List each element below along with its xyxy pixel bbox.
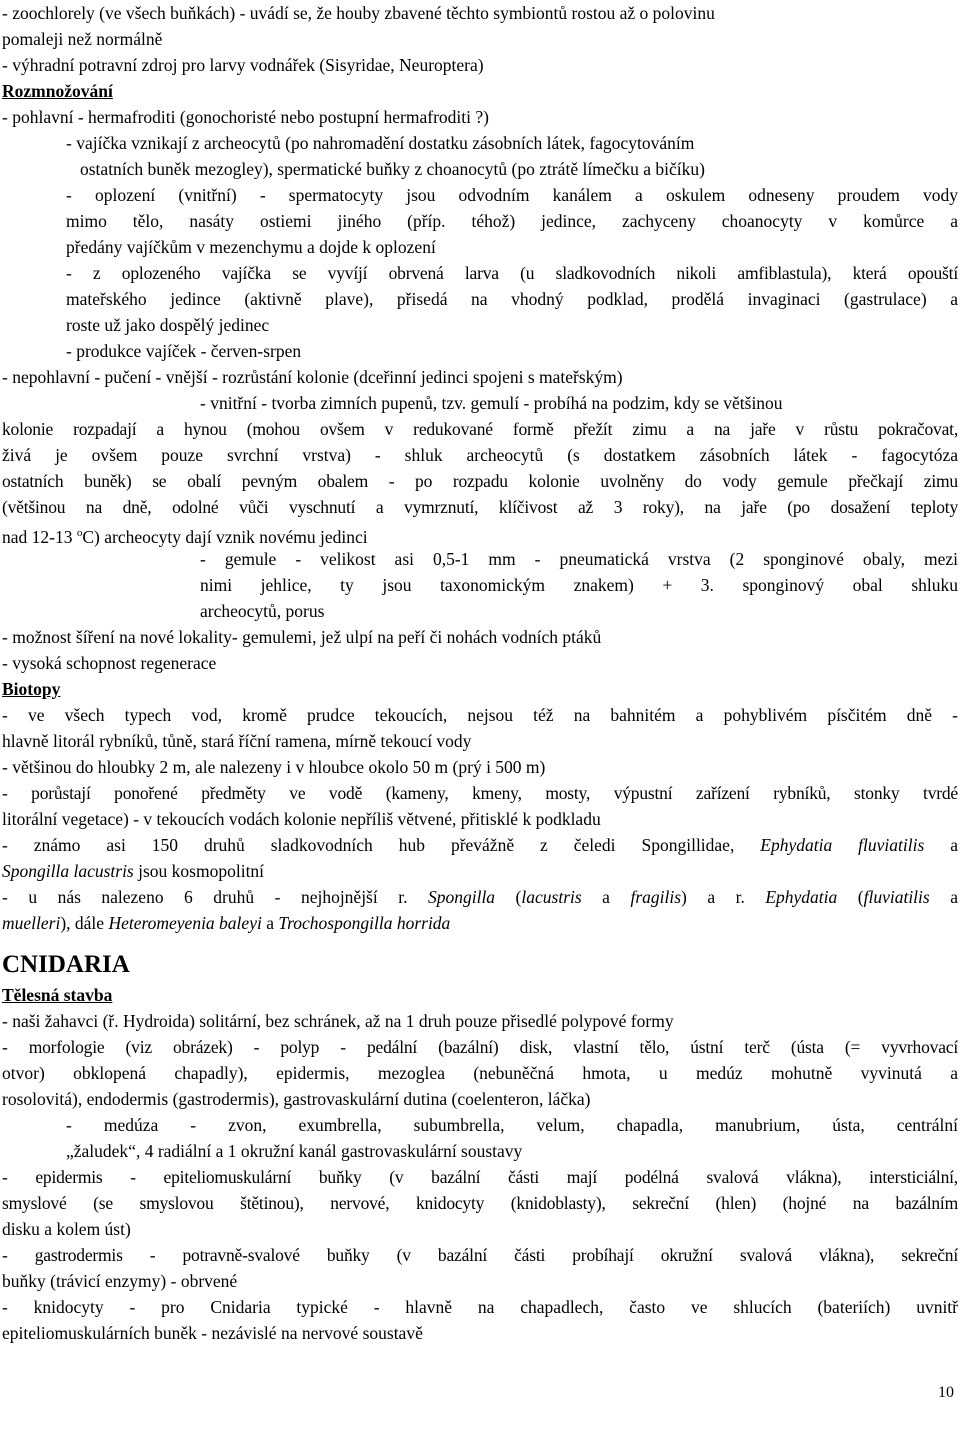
text-line: - u nás nalezeno 6 druhů - nejhojnější r. Spongilla (lacustris a fragilis) a r. Ephydatia (fluviatilis a <box>2 887 958 907</box>
text-line: litorální vegetace) - v tekoucích vodách kolonie nepříliš větvené, přitisklé k podkladu <box>2 809 601 829</box>
text-line: - možnost šíření na nové lokality- gemulemi, jež ulpí na peří či nohách vodních ptáků <box>2 627 602 647</box>
text-line: smyslové (se smyslovou štětinou), nervové, knidocyty (knidoblasty), sekreční (hlen) (hojné na bazálním <box>2 1193 958 1213</box>
text-line: muelleri), dále Heteromeyenia baleyi a Trochospongilla horrida <box>2 913 451 933</box>
text-line: - naši žahavci (ř. Hydroida) solitární, bez schránek, až na 1 druh pouze přisedlé polypové formy <box>2 1011 674 1031</box>
text-line: nad 12-13 $^o$C) archeocyty dají vznik novému jedinci <box>2 526 368 547</box>
text-line: - výhradní potravní zdroj pro larvy vodnářek (Sisyridae, Neuroptera) <box>2 55 484 75</box>
text-line: nimi jehlice, ty jsou taxonomickým znakem) + 3. sponginový obal shluku <box>200 575 958 595</box>
text-line: - pohlavní - hermafroditi (gonochoristé nebo postupní hermafroditi ?) <box>2 107 489 127</box>
text-line: kolonie rozpadají a hynou (mohou ovšem v redukované formě přežít zimu a na jaře v růstu pokračovat, <box>2 419 958 439</box>
text-line: - porůstají ponořené předměty ve vodě (kameny, kmeny, mosty, výpustní zařízení rybníků, stonky tvrdé <box>2 783 958 803</box>
text-line: - vajíčka vznikají z archeocytů (po nahromadění dostatku zásobních látek, fagocytováním <box>66 133 695 153</box>
text-line: - gastrodermis - potravně-svalové buňky (v bazální části probíhají okružní svalová vlákna), sekreční <box>2 1245 958 1265</box>
text-line: archeocytů, porus <box>200 601 325 621</box>
text-line: disku a kolem úst) <box>2 1219 131 1239</box>
text-line: - vysoká schopnost regenerace <box>2 653 217 673</box>
text-line: - oplození (vnitřní) - spermatocyty jsou odvodním kanálem a oskulem odneseny proudem vody <box>66 185 958 205</box>
text-line: buňky (trávicí enzymy) - obrvené <box>2 1271 238 1291</box>
text-line: předány vajíčkům v mezenchymu a dojde k oplození <box>66 237 436 257</box>
text-line: - medúza - zvon, exumbrella, subumbrella, velum, chapadla, manubrium, ústa, centrální <box>66 1115 958 1135</box>
text-line: hlavně litorál rybníků, tůně, stará říční ramena, mírně tekoucí vody <box>2 731 472 751</box>
text-line: epiteliomuskulárních buněk - nezávislé na nervové soustavě <box>2 1323 423 1343</box>
text-line: - produkce vajíček - červen-srpen <box>66 341 302 361</box>
text-line: - vnitřní - tvorba zimních pupenů, tzv. gemulí - probíhá na podzim, kdy se většinou <box>200 393 783 413</box>
text-line: - epidermis - epiteliomuskulární buňky (v bazální části mají podélná svalová vlákna), intersticiální, <box>2 1167 958 1187</box>
heading-rozmnozovani: Rozmnožování <box>2 81 113 101</box>
text-line: ostatních buněk) se obalí pevným obalem - po rozpadu kolonie uvolněny do vody gemule přečkají zimu <box>2 471 958 491</box>
text-line: Spongilla lacustris jsou kosmopolitní <box>2 861 265 881</box>
text-line: rosolovitá), endodermis (gastrodermis), gastrovaskulární dutina (coelenteron, láčka) <box>2 1089 591 1109</box>
text-line: - z oplozeného vajíčka se vyvíjí obrvená larva (u sladkovodních nikoli amfiblastula), která opouští <box>66 263 958 283</box>
text-line: - nepohlavní - pučení - vnější - rozrůstání kolonie (dceřinní jedinci spojeni s mateřským) <box>2 367 623 387</box>
text-line: mateřského jedince (aktivně plave), přisedá na vhodný podklad, prodělá invaginaci (gastrulace) a <box>66 289 958 309</box>
text-line: mimo tělo, nasáty ostiemi jiného (příp. téhož) jedince, zachyceny choanocyty v komůrce a <box>66 211 958 231</box>
text-line: - většinou do hloubky 2 m, ale nalezeny i v hloubce okolo 50 m (prý i 500 m) <box>2 757 546 777</box>
text-line: roste už jako dospělý jedinec <box>66 315 270 335</box>
text-line: živá je ovšem pouze svrchní vrstva) - shluk archeocytů (s dostatkem zásobních látek - fagocytóza <box>2 445 958 465</box>
text-line: pomaleji než normálně <box>2 29 163 49</box>
text-line: - gemule - velikost asi 0,5-1 mm - pneumatická vrstva (2 sponginové obaly, mezi <box>200 549 958 569</box>
page-number: 10 <box>938 1384 954 1401</box>
text-line: (většinou na dně, odolné vůči vyschnutí a vymrznutí, klíčivost až 3 roky), na jaře (po dosažení teploty <box>2 497 958 517</box>
text-line: „žaludek“, 4 radiální a 1 okružní kanál gastrovaskulární soustavy <box>66 1141 523 1161</box>
text-line: - knidocyty - pro Cnidaria typické - hlavně na chapadlech, často ve shlucích (bateriích) uvnitř <box>2 1297 958 1317</box>
text-line: otvor) obklopená chapadly), epidermis, mezoglea (nebuněčná hmota, u medúz mohutně vyvinutá a <box>2 1063 958 1083</box>
text-line: ostatních buněk mezogley), spermatické buňky z choanocytů (po ztrátě límečku a bičíku) <box>80 159 705 179</box>
text-line: - zoochlorely (ve všech buňkách) - uvádí se, že houby zbavené těchto symbiontů rostou až o polovinu <box>2 3 715 23</box>
text-line: - známo asi 150 druhů sladkovodních hub převážně z čeledi Spongillidae, Ephydatia fluviatilis a <box>2 835 958 855</box>
heading-biotopy: Biotopy <box>2 679 61 699</box>
text-line: - morfologie (viz obrázek) - polyp - pedální (bazální) disk, vlastní tělo, ústní terč (ústa (= vyvrhovací <box>2 1037 958 1057</box>
text-line: - ve všech typech vod, kromě prudce tekoucích, nejsou též na bahnitém a pohyblivém písčitém dně - <box>2 705 958 725</box>
heading-cnidaria: CNIDARIA <box>2 951 130 978</box>
heading-telesna-stavba: Tělesná stavba <box>2 985 113 1005</box>
